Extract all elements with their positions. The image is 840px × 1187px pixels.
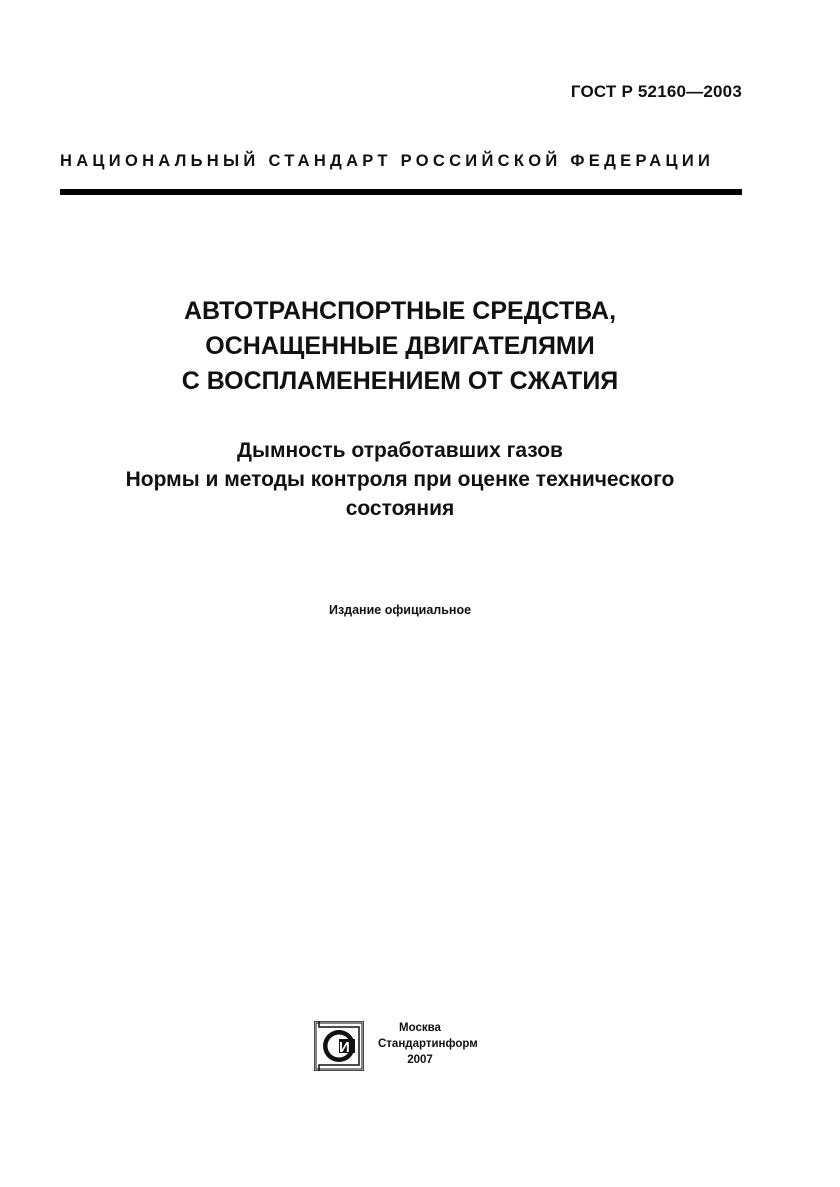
header-divider — [60, 189, 742, 195]
document-title — [0, 294, 800, 399]
subtitle-line: Дымность отработавших газов — [237, 439, 563, 462]
publisher-info — [378, 1020, 478, 1068]
publisher-city: Москва — [399, 1022, 441, 1034]
title-line: С ВОСПЛАМЕНЕНИЕМ ОТ СЖАТИЯ — [181, 367, 619, 395]
edition-note: Издание официальное — [328, 603, 472, 617]
title-line: ОСНАЩЕННЫЕ ДВИГАТЕЛЯМИ — [205, 332, 595, 360]
subtitle-line: состояния — [345, 497, 455, 520]
publisher-name: Стандартинформ — [378, 1038, 478, 1050]
subtitle-line: Нормы и методы контроля при оценке технического — [125, 468, 675, 491]
publication-year: 2007 — [407, 1054, 433, 1066]
standartinform-logo-icon — [314, 1021, 364, 1071]
document-subtitle — [0, 436, 800, 523]
title-line: АВТОТРАНСПОРТНЫЕ СРЕДСТВА, — [183, 297, 617, 325]
document-number: ГОСТ Р 52160—2003 — [570, 82, 742, 101]
logo-text: СИ — [328, 1039, 350, 1056]
standard-header: НАЦИОНАЛЬНЫЙ СТАНДАРТ РОССИЙСКОЙ ФЕДЕРАЦИИ — [60, 152, 715, 170]
